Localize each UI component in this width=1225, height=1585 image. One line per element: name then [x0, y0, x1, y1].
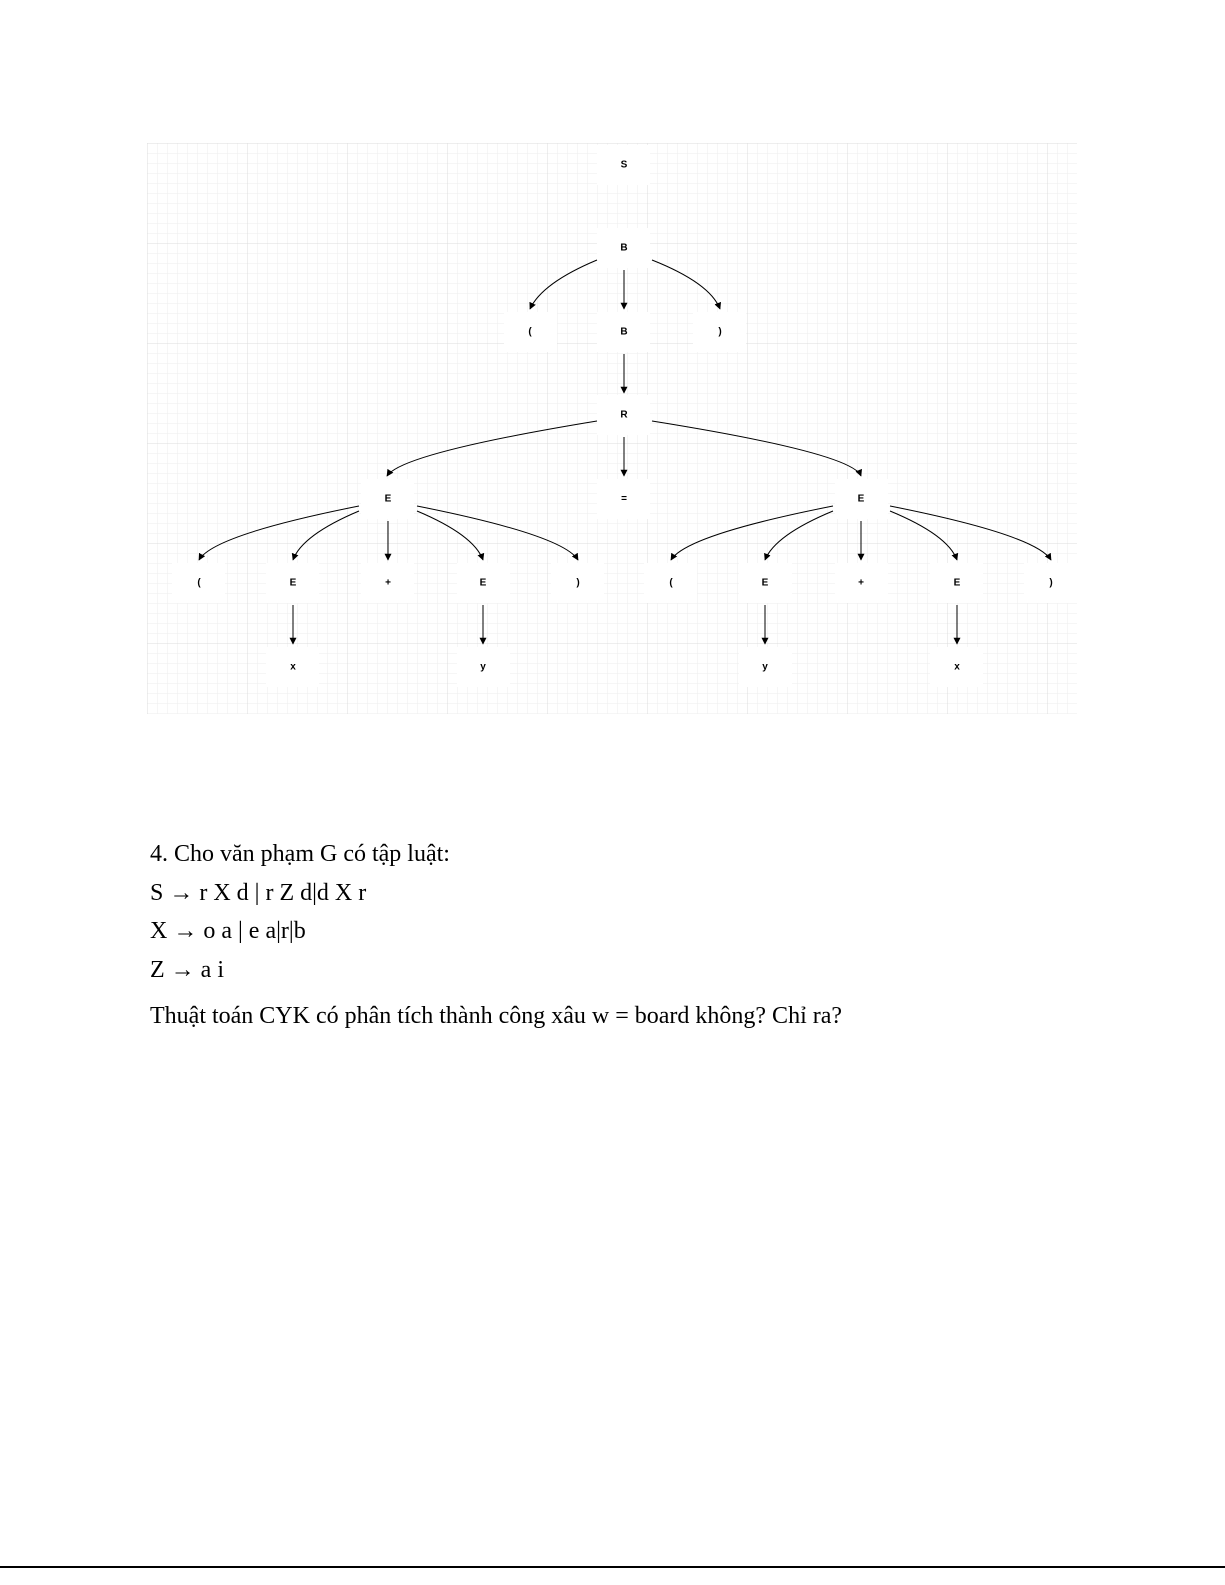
node-right-rparen: ) [1049, 577, 1053, 589]
node-e-right: E [857, 493, 865, 505]
parse-tree-diagram [147, 143, 1077, 714]
node-rparen-top: ) [718, 326, 722, 338]
node-leaf-y2: y [762, 661, 768, 673]
node-lparen-top: ( [528, 326, 532, 338]
node-leaf-x2: x [954, 661, 960, 673]
exercise-question: Thuật toán CYK có phân tích thành công xâu w = board không? Chỉ ra? [150, 1002, 843, 1029]
node-left-plus: + [385, 577, 391, 589]
page-bottom-border [0, 1566, 1225, 1568]
grammar-rule-x: X → o a | e a|r|b [150, 918, 306, 945]
node-equals: = [621, 493, 627, 505]
node-right-e2: E [953, 577, 961, 589]
node-b-mid: B [620, 326, 628, 338]
grammar-rule-s: S → r X d | r Z d|d X r [150, 879, 367, 906]
exercise-section [150, 835, 1150, 1030]
node-left-e1: E [289, 577, 297, 589]
node-e-left: E [384, 493, 392, 505]
exercise-heading: 4. Cho văn phạm G có tập luật: [150, 841, 450, 867]
node-leaf-y1: y [480, 661, 486, 673]
node-leaf-x1: x [290, 661, 296, 673]
node-right-plus: + [858, 577, 864, 589]
grammar-rule-z: Z → a i [150, 957, 224, 984]
node-left-lparen: ( [197, 577, 201, 589]
node-left-e2: E [479, 577, 487, 589]
node-b-top: B [620, 242, 628, 254]
node-right-lparen: ( [669, 577, 673, 589]
node-s-root: S [620, 159, 628, 171]
node-r: R [620, 409, 628, 421]
node-left-rparen: ) [576, 577, 580, 589]
node-right-e1: E [761, 577, 769, 589]
